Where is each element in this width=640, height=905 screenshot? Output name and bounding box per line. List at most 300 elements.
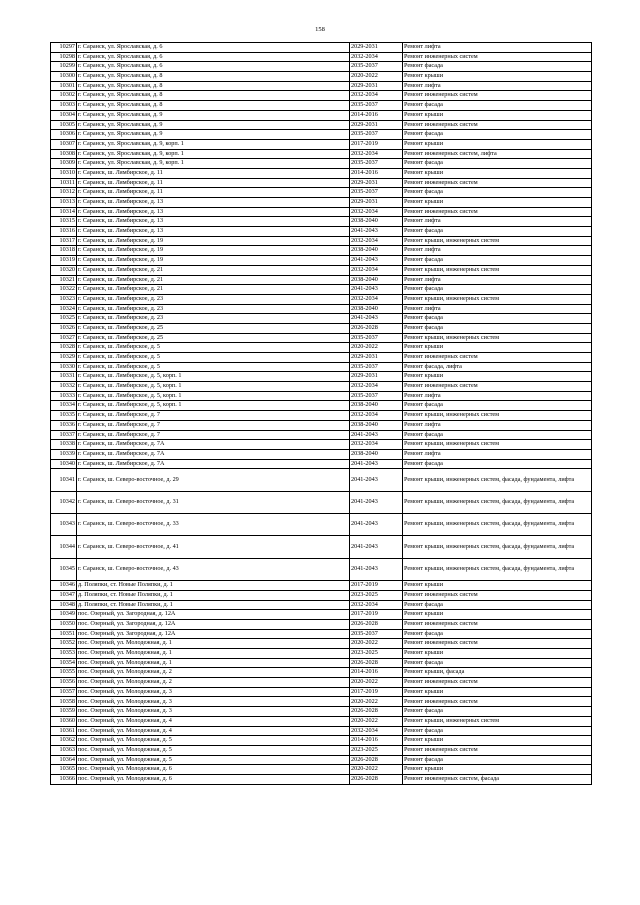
address-cell: пос. Озерный, ул. Загородная, д. 12А [77, 629, 350, 639]
table-row [51, 275, 592, 285]
address-cell: г. Саранск, ш. Лямбирское, д. 7 [77, 430, 350, 440]
address-cell: пос. Озерный, ул. Молодежная, д. 5 [77, 745, 350, 755]
period-cell: 2026-2028 [350, 323, 403, 333]
period-cell: 2029-2031 [350, 372, 403, 382]
table-row [51, 130, 592, 140]
work-type-cell: Ремонт инженерных систем [403, 745, 592, 755]
address-cell: г. Саранск, ш. Лямбирское, д. 25 [77, 333, 350, 343]
row-number-cell: 10348 [51, 600, 77, 610]
row-number-cell: 10340 [51, 459, 77, 469]
row-number-cell: 10356 [51, 678, 77, 688]
period-cell: 2035-2037 [350, 188, 403, 198]
row-number-cell: 10298 [51, 52, 77, 62]
period-cell: 2041-2043 [350, 536, 403, 558]
table-row [51, 440, 592, 450]
address-cell: г. Саранск, ш. Лямбирское, д. 21 [77, 275, 350, 285]
row-number-cell: 10299 [51, 62, 77, 72]
period-cell: 2029-2031 [350, 120, 403, 130]
work-type-cell: Ремонт крыши [403, 168, 592, 178]
table-row [51, 246, 592, 256]
period-cell: 2029-2031 [350, 198, 403, 208]
work-type-cell: Ремонт крыши [403, 139, 592, 149]
period-cell: 2041-2043 [350, 227, 403, 237]
address-cell: пос. Озерный, ул. Молодежная, д. 4 [77, 726, 350, 736]
table-row [51, 159, 592, 169]
row-number-cell: 10319 [51, 256, 77, 266]
work-type-cell: Ремонт инженерных систем [403, 207, 592, 217]
period-cell: 2035-2037 [350, 362, 403, 372]
address-cell: г. Саранск, ш. Лямбирское, д. 7А [77, 449, 350, 459]
table-row [51, 581, 592, 591]
address-cell: пос. Озерный, ул. Молодежная, д. 1 [77, 639, 350, 649]
table-row [51, 149, 592, 159]
period-cell: 2032-2034 [350, 294, 403, 304]
address-cell: г. Саранск, ш. Лямбирское, д. 7 [77, 420, 350, 430]
address-cell: г. Саранск, ш. Лямбирское, д. 7А [77, 459, 350, 469]
row-number-cell: 10353 [51, 649, 77, 659]
row-number-cell: 10329 [51, 353, 77, 363]
work-type-cell: Ремонт фасада [403, 755, 592, 765]
address-cell: г. Саранск, ш. Лямбирское, д. 13 [77, 217, 350, 227]
table-row [51, 353, 592, 363]
work-type-cell: Ремонт крыши, инженерных систем [403, 333, 592, 343]
table-row [51, 707, 592, 717]
table-row [51, 745, 592, 755]
work-type-cell: Ремонт фасада [403, 62, 592, 72]
period-cell: 2020-2022 [350, 765, 403, 775]
row-number-cell: 10304 [51, 110, 77, 120]
row-number-cell: 10345 [51, 558, 77, 580]
table-row [51, 217, 592, 227]
work-type-cell: Ремонт инженерных систем [403, 590, 592, 600]
period-cell: 2014-2016 [350, 736, 403, 746]
table-row [51, 188, 592, 198]
row-number-cell: 10365 [51, 765, 77, 775]
row-number-cell: 10315 [51, 217, 77, 227]
row-number-cell: 10305 [51, 120, 77, 130]
work-type-cell: Ремонт крыши [403, 372, 592, 382]
row-number-cell: 10337 [51, 430, 77, 440]
row-number-cell: 10347 [51, 590, 77, 600]
row-number-cell: 10354 [51, 658, 77, 668]
work-type-cell: Ремонт лифта [403, 391, 592, 401]
work-type-cell: Ремонт крыши, инженерных систем [403, 265, 592, 275]
period-cell: 2038-2040 [350, 275, 403, 285]
work-type-cell: Ремонт фасада [403, 430, 592, 440]
address-cell: г. Саранск, ш. Лямбирское, д. 21 [77, 265, 350, 275]
table-row [51, 736, 592, 746]
table-row [51, 362, 592, 372]
row-number-cell: 10323 [51, 294, 77, 304]
period-cell: 2041-2043 [350, 256, 403, 266]
period-cell: 2026-2028 [350, 707, 403, 717]
address-cell: пос. Озерный, ул. Молодежная, д. 1 [77, 649, 350, 659]
address-cell: д. Поляпки, ст. Новые Поляпки, д. 1 [77, 581, 350, 591]
period-cell: 2023-2025 [350, 745, 403, 755]
address-cell: пос. Озерный, ул. Молодежная, д. 4 [77, 716, 350, 726]
table-row [51, 101, 592, 111]
table-body [51, 43, 592, 785]
work-type-cell: Ремонт инженерных систем [403, 678, 592, 688]
period-cell: 2032-2034 [350, 265, 403, 275]
table-row [51, 120, 592, 130]
address-cell: пос. Озерный, ул. Молодежная, д. 2 [77, 678, 350, 688]
address-cell: г. Саранск, ш. Северо-восточное, д. 33 [77, 514, 350, 536]
period-cell: 2020-2022 [350, 716, 403, 726]
work-type-cell: Ремонт инженерных систем [403, 91, 592, 101]
row-number-cell: 10334 [51, 401, 77, 411]
row-number-cell: 10326 [51, 323, 77, 333]
work-type-cell: Ремонт фасада [403, 130, 592, 140]
work-type-cell: Ремонт фасада [403, 227, 592, 237]
table-row [51, 514, 592, 536]
row-number-cell: 10308 [51, 149, 77, 159]
row-number-cell: 10351 [51, 629, 77, 639]
period-cell: 2026-2028 [350, 755, 403, 765]
table-row [51, 72, 592, 82]
address-cell: г. Саранск, ш. Лямбирское, д. 7 [77, 411, 350, 421]
work-type-cell: Ремонт инженерных систем [403, 382, 592, 392]
address-cell: пос. Озерный, ул. Загородная, д. 12А [77, 610, 350, 620]
work-type-cell: Ремонт крыши [403, 198, 592, 208]
address-cell: г. Саранск, ш. Лямбирское, д. 11 [77, 178, 350, 188]
work-type-cell: Ремонт лифта [403, 275, 592, 285]
table-row [51, 449, 592, 459]
address-cell: г. Саранск, ул. Ярославская, д. 8 [77, 101, 350, 111]
row-number-cell: 10333 [51, 391, 77, 401]
period-cell: 2038-2040 [350, 420, 403, 430]
period-cell: 2029-2031 [350, 43, 403, 53]
address-cell: пос. Озерный, ул. Загородная, д. 12А [77, 619, 350, 629]
table-row [51, 285, 592, 295]
table-row [51, 227, 592, 237]
work-type-cell: Ремонт инженерных систем [403, 52, 592, 62]
work-type-cell: Ремонт лифта [403, 43, 592, 53]
address-cell: пос. Озерный, ул. Молодежная, д. 3 [77, 687, 350, 697]
address-cell: г. Саранск, ул. Ярославская, д. 8 [77, 72, 350, 82]
row-number-cell: 10341 [51, 469, 77, 491]
row-number-cell: 10335 [51, 411, 77, 421]
table-row [51, 304, 592, 314]
row-number-cell: 10303 [51, 101, 77, 111]
period-cell: 2035-2037 [350, 62, 403, 72]
address-cell: г. Саранск, ш. Лямбирское, д. 23 [77, 314, 350, 324]
row-number-cell: 10342 [51, 491, 77, 513]
work-type-cell: Ремонт фасада [403, 707, 592, 717]
period-cell: 2041-2043 [350, 459, 403, 469]
row-number-cell: 10311 [51, 178, 77, 188]
work-type-cell: Ремонт фасада [403, 188, 592, 198]
row-number-cell: 10358 [51, 697, 77, 707]
address-cell: г. Саранск, ул. Ярославская, д. 6 [77, 43, 350, 53]
work-type-cell: Ремонт лифта [403, 81, 592, 91]
work-type-cell: Ремонт инженерных систем [403, 639, 592, 649]
period-cell: 2038-2040 [350, 246, 403, 256]
address-cell: г. Саранск, ш. Северо-восточное, д. 31 [77, 491, 350, 513]
period-cell: 2032-2034 [350, 600, 403, 610]
address-cell: г. Саранск, ул. Ярославская, д. 9 [77, 110, 350, 120]
address-cell: г. Саранск, ш. Северо-восточное, д. 43 [77, 558, 350, 580]
work-type-cell: Ремонт крыши [403, 649, 592, 659]
period-cell: 2032-2034 [350, 236, 403, 246]
work-type-cell: Ремонт крыши [403, 110, 592, 120]
table-row [51, 139, 592, 149]
work-type-cell: Ремонт инженерных систем [403, 120, 592, 130]
period-cell: 2032-2034 [350, 149, 403, 159]
work-type-cell: Ремонт крыши, инженерных систем, фасада, фундамента, лифта [403, 536, 592, 558]
address-cell: г. Саранск, ш. Лямбирское, д. 23 [77, 294, 350, 304]
period-cell: 2026-2028 [350, 619, 403, 629]
period-cell: 2041-2043 [350, 514, 403, 536]
work-type-cell: Ремонт крыши, инженерных систем, фасада, фундамента, лифта [403, 469, 592, 491]
table-row [51, 420, 592, 430]
work-type-cell: Ремонт фасада [403, 159, 592, 169]
address-cell: г. Саранск, ш. Лямбирское, д. 25 [77, 323, 350, 333]
period-cell: 2038-2040 [350, 449, 403, 459]
period-cell: 2014-2016 [350, 168, 403, 178]
table-row [51, 619, 592, 629]
period-cell: 2041-2043 [350, 314, 403, 324]
table-row [51, 294, 592, 304]
period-cell: 2020-2022 [350, 343, 403, 353]
page-number: 158 [315, 26, 325, 33]
address-cell: г. Саранск, ул. Ярославская, д. 9 [77, 130, 350, 140]
address-cell: д. Поляпки, ст. Новые Поляпки, д. 1 [77, 590, 350, 600]
address-cell: г. Саранск, ул. Ярославская, д. 9 [77, 120, 350, 130]
address-cell: г. Саранск, ш. Лямбирское, д. 13 [77, 227, 350, 237]
period-cell: 2041-2043 [350, 558, 403, 580]
row-number-cell: 10332 [51, 382, 77, 392]
address-cell: г. Саранск, ул. Ярославская, д. 9, корп. 1 [77, 139, 350, 149]
period-cell: 2041-2043 [350, 430, 403, 440]
address-cell: пос. Озерный, ул. Молодежная, д. 1 [77, 658, 350, 668]
work-type-cell: Ремонт крыши [403, 765, 592, 775]
table-row [51, 236, 592, 246]
work-type-cell: Ремонт крыши, инженерных систем, фасада, фундамента, лифта [403, 558, 592, 580]
table-row [51, 687, 592, 697]
table-row [51, 765, 592, 775]
address-cell: г. Саранск, ш. Лямбирское, д. 7А [77, 440, 350, 450]
table-row [51, 459, 592, 469]
period-cell: 2032-2034 [350, 52, 403, 62]
work-type-cell: Ремонт инженерных систем [403, 697, 592, 707]
row-number-cell: 10314 [51, 207, 77, 217]
repair-schedule-table [50, 42, 592, 785]
table-row [51, 401, 592, 411]
period-cell: 2023-2025 [350, 590, 403, 600]
address-cell: пос. Озерный, ул. Молодежная, д. 2 [77, 668, 350, 678]
row-number-cell: 10343 [51, 514, 77, 536]
row-number-cell: 10312 [51, 188, 77, 198]
period-cell: 2032-2034 [350, 91, 403, 101]
work-type-cell: Ремонт фасада [403, 101, 592, 111]
row-number-cell: 10301 [51, 81, 77, 91]
address-cell: пос. Озерный, ул. Молодежная, д. 6 [77, 765, 350, 775]
row-number-cell: 10361 [51, 726, 77, 736]
address-cell: пос. Озерный, ул. Молодежная, д. 6 [77, 774, 350, 784]
table-row [51, 558, 592, 580]
row-number-cell: 10310 [51, 168, 77, 178]
row-number-cell: 10328 [51, 343, 77, 353]
address-cell: г. Саранск, ш. Лямбирское, д. 5, корп. 1 [77, 382, 350, 392]
row-number-cell: 10346 [51, 581, 77, 591]
address-cell: г. Саранск, ул. Ярославская, д. 6 [77, 62, 350, 72]
row-number-cell: 10327 [51, 333, 77, 343]
table-row [51, 333, 592, 343]
work-type-cell: Ремонт фасада [403, 323, 592, 333]
work-type-cell: Ремонт крыши [403, 581, 592, 591]
work-type-cell: Ремонт крыши, инженерных систем [403, 440, 592, 450]
address-cell: г. Саранск, ш. Лямбирское, д. 23 [77, 304, 350, 314]
row-number-cell: 10338 [51, 440, 77, 450]
address-cell: г. Саранск, ш. Лямбирское, д. 5, корп. 1 [77, 372, 350, 382]
table-row [51, 491, 592, 513]
row-number-cell: 10366 [51, 774, 77, 784]
row-number-cell: 10307 [51, 139, 77, 149]
row-number-cell: 10317 [51, 236, 77, 246]
row-number-cell: 10297 [51, 43, 77, 53]
row-number-cell: 10350 [51, 619, 77, 629]
table-row [51, 110, 592, 120]
period-cell: 2035-2037 [350, 333, 403, 343]
period-cell: 2035-2037 [350, 159, 403, 169]
period-cell: 2020-2022 [350, 678, 403, 688]
work-type-cell: Ремонт крыши [403, 687, 592, 697]
row-number-cell: 10360 [51, 716, 77, 726]
table-row [51, 629, 592, 639]
row-number-cell: 10325 [51, 314, 77, 324]
table-row [51, 649, 592, 659]
row-number-cell: 10355 [51, 668, 77, 678]
table-row [51, 411, 592, 421]
address-cell: г. Саранск, ш. Северо-восточное, д. 29 [77, 469, 350, 491]
row-number-cell: 10352 [51, 639, 77, 649]
table-row [51, 610, 592, 620]
work-type-cell: Ремонт крыши [403, 72, 592, 82]
address-cell: г. Саранск, ул. Ярославская, д. 8 [77, 81, 350, 91]
table-row [51, 716, 592, 726]
address-cell: пос. Озерный, ул. Молодежная, д. 5 [77, 736, 350, 746]
table-row [51, 43, 592, 53]
table-row [51, 639, 592, 649]
table-row [51, 382, 592, 392]
address-cell: д. Поляпки, ст. Новые Поляпки, д. 1 [77, 600, 350, 610]
work-type-cell: Ремонт инженерных систем [403, 353, 592, 363]
row-number-cell: 10357 [51, 687, 77, 697]
row-number-cell: 10362 [51, 736, 77, 746]
table-row [51, 536, 592, 558]
address-cell: пос. Озерный, ул. Молодежная, д. 3 [77, 707, 350, 717]
work-type-cell: Ремонт инженерных систем, лифта [403, 149, 592, 159]
row-number-cell: 10330 [51, 362, 77, 372]
row-number-cell: 10313 [51, 198, 77, 208]
work-type-cell: Ремонт фасада [403, 401, 592, 411]
period-cell: 2014-2016 [350, 668, 403, 678]
row-number-cell: 10364 [51, 755, 77, 765]
table-row [51, 323, 592, 333]
period-cell: 2038-2040 [350, 304, 403, 314]
address-cell: г. Саранск, ул. Ярославская, д. 9, корп. 1 [77, 149, 350, 159]
address-cell: г. Саранск, ул. Ярославская, д. 6 [77, 52, 350, 62]
address-cell: г. Саранск, ул. Ярославская, д. 9, корп. 1 [77, 159, 350, 169]
work-type-cell: Ремонт фасада [403, 256, 592, 266]
period-cell: 2017-2019 [350, 139, 403, 149]
work-type-cell: Ремонт крыши, инженерных систем [403, 236, 592, 246]
address-cell: г. Саранск, ш. Лямбирское, д. 21 [77, 285, 350, 295]
table-row [51, 62, 592, 72]
period-cell: 2014-2016 [350, 110, 403, 120]
period-cell: 2035-2037 [350, 130, 403, 140]
address-cell: г. Саранск, ш. Лямбирское, д. 5 [77, 353, 350, 363]
table-row [51, 372, 592, 382]
row-number-cell: 10318 [51, 246, 77, 256]
period-cell: 2041-2043 [350, 491, 403, 513]
table-row [51, 697, 592, 707]
address-cell: г. Саранск, ш. Лямбирское, д. 5 [77, 343, 350, 353]
period-cell: 2029-2031 [350, 81, 403, 91]
table-row [51, 774, 592, 784]
address-cell: г. Саранск, ш. Лямбирское, д. 19 [77, 236, 350, 246]
row-number-cell: 10302 [51, 91, 77, 101]
row-number-cell: 10331 [51, 372, 77, 382]
address-cell: г. Саранск, ш. Северо-восточное, д. 41 [77, 536, 350, 558]
work-type-cell: Ремонт крыши, инженерных систем, фасада, фундамента, лифта [403, 491, 592, 513]
row-number-cell: 10344 [51, 536, 77, 558]
work-type-cell: Ремонт фасада, лифта [403, 362, 592, 372]
work-type-cell: Ремонт инженерных систем, фасада [403, 774, 592, 784]
row-number-cell: 10321 [51, 275, 77, 285]
table-row [51, 726, 592, 736]
work-type-cell: Ремонт лифта [403, 304, 592, 314]
work-type-cell: Ремонт крыши, инженерных систем [403, 294, 592, 304]
period-cell: 2029-2031 [350, 353, 403, 363]
period-cell: 2041-2043 [350, 285, 403, 295]
work-type-cell: Ремонт фасада [403, 726, 592, 736]
work-type-cell: Ремонт фасада [403, 314, 592, 324]
address-cell: г. Саранск, ш. Лямбирское, д. 19 [77, 246, 350, 256]
work-type-cell: Ремонт крыши [403, 610, 592, 620]
period-cell: 2017-2019 [350, 610, 403, 620]
row-number-cell: 10359 [51, 707, 77, 717]
table-row [51, 430, 592, 440]
table-row [51, 590, 592, 600]
row-number-cell: 10300 [51, 72, 77, 82]
period-cell: 2020-2022 [350, 639, 403, 649]
row-number-cell: 10316 [51, 227, 77, 237]
period-cell: 2041-2043 [350, 469, 403, 491]
work-type-cell: Ремонт лифта [403, 217, 592, 227]
period-cell: 2020-2022 [350, 697, 403, 707]
table-row [51, 755, 592, 765]
work-type-cell: Ремонт крыши [403, 343, 592, 353]
row-number-cell: 10349 [51, 610, 77, 620]
period-cell: 2032-2034 [350, 440, 403, 450]
period-cell: 2035-2037 [350, 391, 403, 401]
table-row [51, 600, 592, 610]
work-type-cell: Ремонт фасада [403, 600, 592, 610]
row-number-cell: 10339 [51, 449, 77, 459]
period-cell: 2017-2019 [350, 687, 403, 697]
period-cell: 2026-2028 [350, 774, 403, 784]
table-row [51, 81, 592, 91]
work-type-cell: Ремонт инженерных систем [403, 178, 592, 188]
period-cell: 2020-2022 [350, 72, 403, 82]
row-number-cell: 10309 [51, 159, 77, 169]
row-number-cell: 10324 [51, 304, 77, 314]
address-cell: г. Саранск, ш. Лямбирское, д. 13 [77, 207, 350, 217]
address-cell: г. Саранск, ш. Лямбирское, д. 5, корп. 1 [77, 391, 350, 401]
table-row [51, 658, 592, 668]
